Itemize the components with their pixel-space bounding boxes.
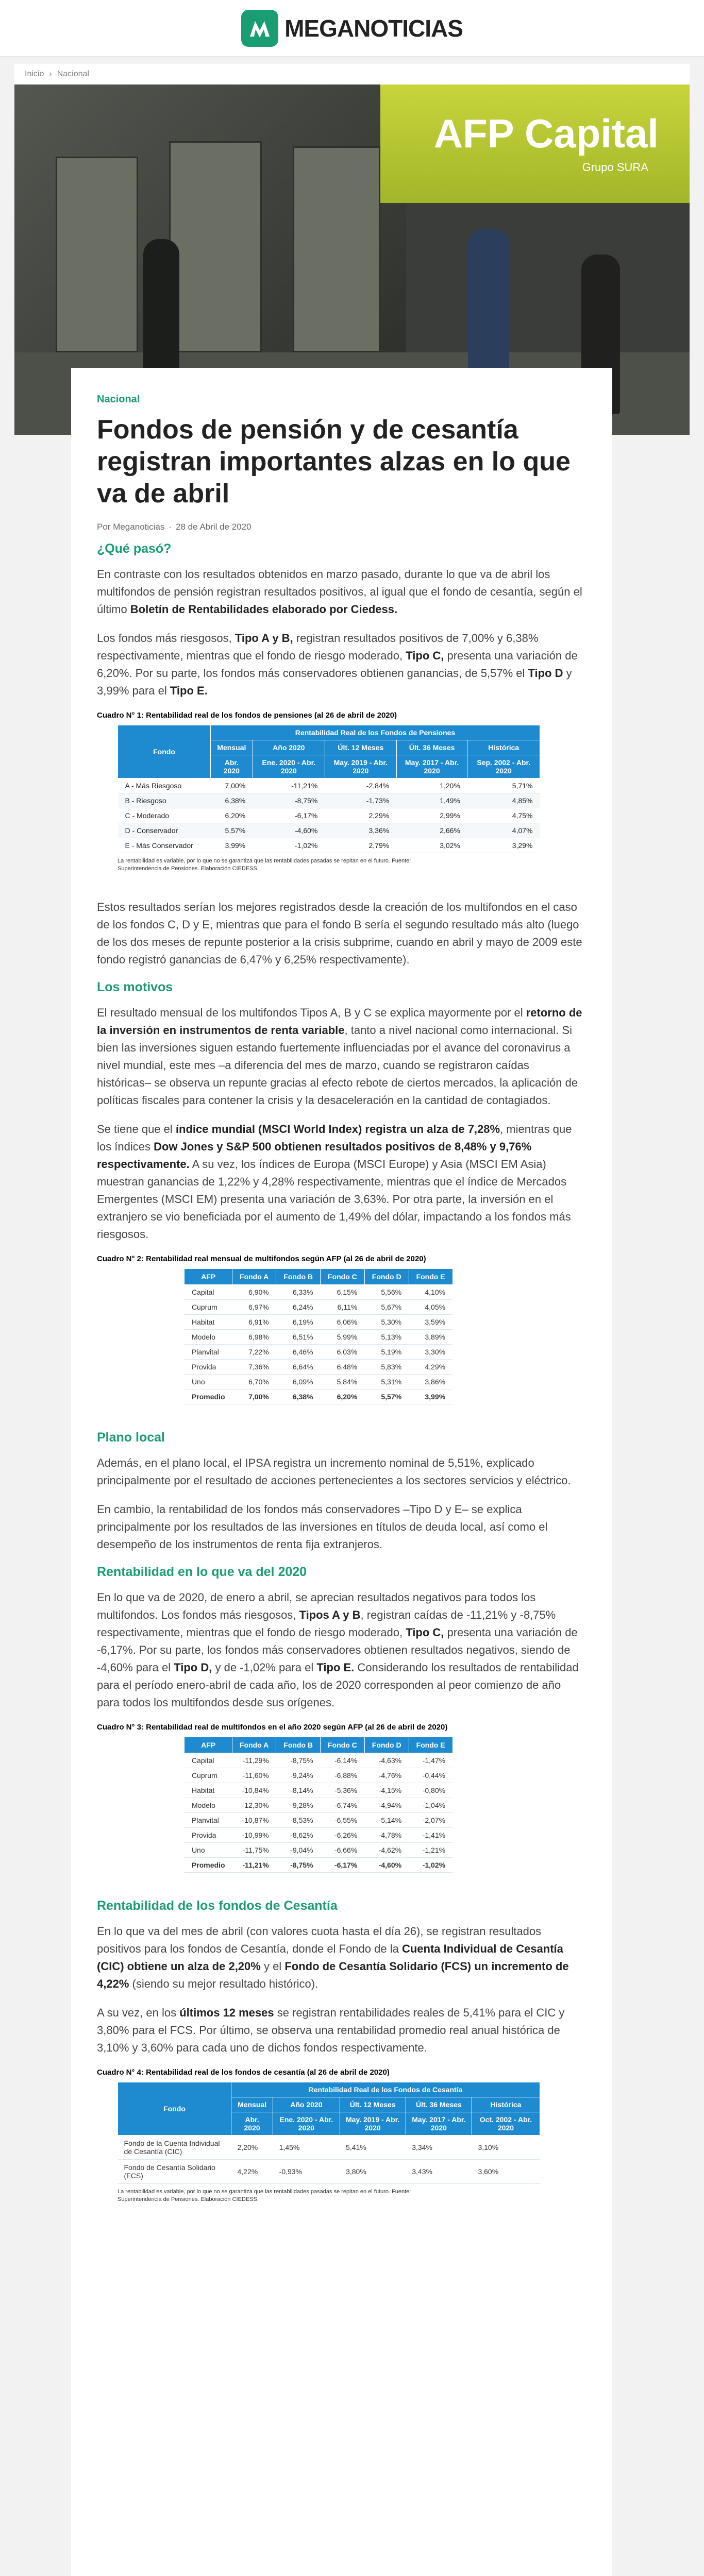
table-cell: 6,48% — [321, 1360, 365, 1375]
table-cell: 6,51% — [276, 1330, 321, 1345]
table-cell: Planvital — [185, 1813, 232, 1828]
table-cell: -6,74% — [321, 1798, 365, 1813]
table-cell: 6,64% — [276, 1360, 321, 1375]
table-row — [185, 1858, 452, 1873]
table-cell: 3,34% — [406, 2136, 472, 2160]
table-cell: 6,20% — [211, 808, 253, 823]
table-multifondos-2020 — [97, 1723, 540, 1873]
table-cell: D - Conservador — [118, 823, 211, 838]
table-cell: A - Más Riesgoso — [118, 778, 211, 793]
table-cell: -6,14% — [321, 1753, 365, 1768]
table-cell: 5,31% — [364, 1375, 409, 1389]
table-cell: Fondo de la Cuenta Individual de Cesantía (CIC) — [118, 2136, 231, 2160]
table-cell: Provida — [185, 1828, 232, 1843]
table-cell: 6,09% — [276, 1375, 321, 1389]
table-cell: Promedio — [185, 1858, 232, 1873]
table-header: Fondo C — [321, 1737, 365, 1753]
table-cell: -8,75% — [276, 1753, 321, 1768]
breadcrumb-home[interactable]: Inicio — [25, 70, 44, 78]
table-cell: Planvital — [185, 1345, 232, 1360]
table-fondos-cesantia — [97, 2068, 540, 2204]
table-header: Fondo B — [276, 1269, 321, 1285]
table-header: Últ. 36 Meses — [406, 2097, 472, 2112]
table-cell: 6,33% — [276, 1285, 321, 1300]
table-cell: 3,60% — [472, 2160, 540, 2184]
table-cell: 4,29% — [409, 1360, 452, 1375]
table-row — [118, 823, 540, 838]
table-cell: -1,21% — [409, 1843, 452, 1858]
table-cell: -9,04% — [276, 1843, 321, 1858]
table-header: Rentabilidad Real de los Fondos de Pensiones — [211, 725, 540, 740]
table-cell: 4,75% — [467, 808, 540, 823]
table-header: May. 2019 - Abr. 2020 — [340, 2112, 406, 2136]
table-cell: 6,11% — [321, 1300, 365, 1315]
breadcrumb — [14, 64, 690, 84]
heading-plano-local: Plano local — [97, 1430, 165, 1445]
table-header: Fondo — [118, 725, 211, 778]
table-row — [118, 778, 540, 793]
paragraph: Los fondos más riesgosos, Tipo A y B, registran resultados positivos de 7,00% y 6,38% respectivamente, mientras que el fondo de riesgo moderado, Tipo C, presenta una variación de 6,20%. Por su parte, los fondos más conservadores obtienen ganancias, de 5,57% el Tipo D y 3,99% para el Tipo E. — [97, 632, 578, 697]
table-cell: 3,30% — [409, 1345, 452, 1360]
table-cell: Modelo — [185, 1798, 232, 1813]
paragraph: En lo que va de 2020, de enero a abril, se aprecian resultados negativos para todos los multifondos. Los fondos más riesgosos, Tipos A y B, registran caídas de -11,21% y -8,75% respectivamente, mientras que el fondo de riesgo moderado, Tipo C, presenta una variación de -6,17%. Por su parte, los fondos más conservadores obtienen resultados negativos, siendo de -4,60% para el Tipo D, y de -1,02% para el Tipo E. Considerando los resultados de rentabilidad para el período enero-abril de cada año, los de 2020 corresponden al peor comienzo de año para todos los multifondos desde sus orígenes. — [97, 1591, 579, 1709]
brand-name: MEGANOTICIAS — [284, 14, 463, 42]
table-cell: Modelo — [185, 1330, 232, 1345]
table-cell: 5,71% — [467, 778, 540, 793]
table-cell: Capital — [185, 1753, 232, 1768]
table-cell: 6,24% — [276, 1300, 321, 1315]
table-cell: 4,85% — [467, 793, 540, 808]
paragraph: En cambio, la rentabilidad de los fondos más conservadores –Tipo D y E– se explica principalmente por los resultados de las inversiones en títulos de deuda local, así como el desempeño de los instrumentos de renta fija extranjeros. — [97, 1503, 548, 1551]
table-cell: -1,47% — [409, 1753, 452, 1768]
table-cell: 3,29% — [467, 838, 540, 853]
heading-cesantia: Rentabilidad de los fondos de Cesantía — [97, 1899, 338, 1913]
table-cell: E - Más Conservador — [118, 838, 211, 853]
table-cell: 7,22% — [232, 1345, 276, 1360]
table-cell: 3,59% — [409, 1315, 452, 1330]
table-cell: -4,60% — [364, 1858, 409, 1873]
article — [71, 368, 612, 2576]
table-cell: Capital — [185, 1285, 232, 1300]
paragraph: En lo que va del mes de abril (con valores cuota hasta el día 26), se registran resultados positivos para los fondos de Cesantía, donde el Fondo de la Cuenta Individual de Cesantía (CIC) obtiene un alza de 2,20% y el Fondo de Cesantía Solidario (FCS) un incremento de 4,22% (siendo su mejor resultado histórico). — [97, 1925, 569, 1990]
table-cell: 5,57% — [211, 823, 253, 838]
table-cell: 5,13% — [364, 1330, 409, 1345]
table-header: Mensual — [231, 2097, 273, 2112]
table-cell: 1,49% — [396, 793, 467, 808]
site-header — [0, 0, 704, 57]
table-cell: -8,75% — [253, 793, 325, 808]
table-cell: -10,99% — [232, 1828, 276, 1843]
table-cell: -6,88% — [321, 1768, 365, 1783]
table-cell: -1,73% — [325, 793, 396, 808]
table-cell: 2,99% — [396, 808, 467, 823]
table-cell: -4,63% — [364, 1753, 409, 1768]
table-multifondos-mensual — [97, 1255, 540, 1404]
paragraph: Además, en el plano local, el IPSA registra un incremento nominal de 5,51%, explicado principalmente por el resultado de acciones pertenecientes a los sectores servicios y eléctrico. — [97, 1456, 571, 1487]
table-cell: 3,36% — [325, 823, 396, 838]
table-cell: -5,36% — [321, 1783, 365, 1798]
table-title: Cuadro N° 1: Rentabilidad real de los fondos de pensiones (al 26 de abril de 2020) — [97, 711, 397, 720]
table-cell: Provida — [185, 1360, 232, 1375]
table-cell: 5,57% — [364, 1389, 409, 1404]
table-cell: -11,29% — [232, 1753, 276, 1768]
table-title: Cuadro N° 4: Rentabilidad real de los fondos de cesantía (al 26 de abril de 2020) — [97, 2068, 390, 2077]
paragraph: Se tiene que el índice mundial (MSCI World Index) registra un alza de 7,28%, mientras que los índices Dow Jones y S&P 500 obtienen resultados positivos de 8,48% y 9,76% respectivamente. A su vez, los índices de Europa (MSCI Europe) y Asia (MSCI EM Asia) muestran ganancias de 1,22% y 4,28% respectivamente, mientras que el índice de Mercados Emergentes (MSCI EM) presenta una variación de 3,63%. Por otra parte, la inversión en el extranjero se vio beneficiada por el aumento de 1,49% del dólar, impactando a los fondos más riesgosos. — [97, 1123, 572, 1241]
hero-door — [169, 141, 262, 352]
table-cell: -2,84% — [325, 778, 396, 793]
table-cell: Uno — [185, 1375, 232, 1389]
table-cell: -6,17% — [253, 808, 325, 823]
table-row — [185, 1285, 452, 1300]
paragraph: A su vez, en los últimos 12 meses se registran rentabilidades reales de 5,41% para el CIC y 3,80% para el FCS. Por último, se observa una rentabilidad promedio real anual histórica de 3,10% y 3,60% para cada uno de dichos fondos respectivamente. — [97, 2006, 565, 2054]
table-cell: Promedio — [185, 1389, 232, 1404]
table-header: Últ. 12 Meses — [340, 2097, 406, 2112]
table-cell: -8,53% — [276, 1813, 321, 1828]
article-author: Por Meganoticias — [97, 522, 165, 532]
table-cell: -0,93% — [273, 2160, 340, 2184]
table-cell: -1,41% — [409, 1828, 452, 1843]
table-header: Ene. 2020 - Abr. 2020 — [273, 2112, 340, 2136]
table-row — [185, 1360, 452, 1375]
table-cell: -10,87% — [232, 1813, 276, 1828]
table-cell: -2,07% — [409, 1813, 452, 1828]
table-cell: -4,76% — [364, 1768, 409, 1783]
table-cell: Habitat — [185, 1783, 232, 1798]
table-cell: Fondo de Cesantía Solidario (FCS) — [118, 2160, 231, 2184]
table-row — [185, 1753, 452, 1768]
breadcrumb-separator: › — [49, 70, 52, 78]
table-row — [185, 1813, 452, 1828]
table-row — [118, 838, 540, 853]
table-cell: -4,60% — [253, 823, 325, 838]
table-cell: -0,80% — [409, 1783, 452, 1798]
table-cell: 1,20% — [396, 778, 467, 793]
table-cell: 3,10% — [472, 2136, 540, 2160]
table-cell: 6,91% — [232, 1315, 276, 1330]
article-date: 28 de Abril de 2020 — [176, 522, 252, 532]
table-cell: -11,60% — [232, 1768, 276, 1783]
table-cell: 6,03% — [321, 1345, 365, 1360]
table-header: AFP — [185, 1737, 232, 1753]
table-row — [118, 2160, 540, 2184]
table-cell: 3,43% — [406, 2160, 472, 2184]
table-cell: -11,21% — [253, 778, 325, 793]
table-cell: -11,21% — [232, 1858, 276, 1873]
table-header: Fondo E — [409, 1269, 452, 1285]
table-cell: 3,86% — [409, 1375, 452, 1389]
table-cell: -0,44% — [409, 1768, 452, 1783]
table-cell: 5,30% — [364, 1315, 409, 1330]
table-cell: 5,41% — [340, 2136, 406, 2160]
table-cell: 3,89% — [409, 1330, 452, 1345]
table-header: Últ. 12 Meses — [325, 740, 396, 755]
table-header: Fondo A — [232, 1269, 276, 1285]
table-header: Histórica — [467, 740, 540, 755]
table-header: Fondo — [118, 2082, 231, 2136]
table-header: AFP — [185, 1269, 232, 1285]
table-row — [185, 1798, 452, 1813]
table-cell: 7,00% — [232, 1389, 276, 1404]
table-header: Fondo C — [321, 1269, 365, 1285]
table-row — [185, 1843, 452, 1858]
table-cell: Cuprum — [185, 1300, 232, 1315]
heading-rentabilidad-2020: Rentabilidad en lo que va del 2020 — [97, 1565, 307, 1579]
table-row — [185, 1389, 452, 1404]
table-cell: 2,79% — [325, 838, 396, 853]
table-header: May. 2017 - Abr. 2020 — [406, 2112, 472, 2136]
table-cell: -5,14% — [364, 1813, 409, 1828]
site-logo[interactable] — [241, 10, 463, 47]
table-cell: Cuprum — [185, 1768, 232, 1783]
table-cell: 6,97% — [232, 1300, 276, 1315]
table-row — [118, 808, 540, 823]
table-header: Año 2020 — [273, 2097, 340, 2112]
table-cell: -9,24% — [276, 1768, 321, 1783]
table-cell: 6,19% — [276, 1315, 321, 1330]
table-row — [185, 1375, 452, 1389]
table-row — [185, 1315, 452, 1330]
table-cell: 6,46% — [276, 1345, 321, 1360]
table-note: La rentabilidad es variable, por lo que no se garantiza que las rentabilidades pasadas se repitan en el futuro. Fuente: Superintendencia de Pensiones. Elaboración CIEDESS. — [118, 858, 411, 872]
table-cell: -8,62% — [276, 1828, 321, 1843]
heading-motivos: Los motivos — [97, 980, 173, 994]
table-cell: -10,84% — [232, 1783, 276, 1798]
table-cell: 4,05% — [409, 1300, 452, 1315]
table-cell: -6,55% — [321, 1813, 365, 1828]
table-title: Cuadro N° 2: Rentabilidad real mensual de multifondos según AFP (al 26 de abril de 2020) — [97, 1255, 426, 1263]
table-cell: -4,94% — [364, 1798, 409, 1813]
table-header: May. 2017 - Abr. 2020 — [396, 755, 467, 778]
table-cell: 6,15% — [321, 1285, 365, 1300]
paragraph: El resultado mensual de los multifondos Tipos A, B y C se explica mayormente por el retorno de la inversión en instrumentos de renta variable, tanto a nivel nacional como internacional. Si bien las inversiones siguen estando fuertemente influenciadas por el avance del coronavirus a nivel mundial, este mes –a diferencia del mes de marzo, cuando se registraron caídas históricas– se observa un repunte gracias al efecto rebote de ciertos mercados, la aplicación de políticas fiscales para contener la crisis y la desaceleración en la cantidad de contagiados. — [97, 1006, 582, 1107]
article-title: Fondos de pensión y de cesantía registran importantes alzas en lo que va de abril — [97, 415, 571, 509]
heading-que-paso: ¿Qué pasó? — [97, 541, 172, 556]
table-header: Fondo E — [409, 1737, 452, 1753]
table-cell: 2,20% — [231, 2136, 273, 2160]
table-cell: -4,78% — [364, 1828, 409, 1843]
table-cell: -1,02% — [253, 838, 325, 853]
table-header: Fondo D — [364, 1269, 409, 1285]
table-header: Últ. 36 Meses — [396, 740, 467, 755]
table-cell: -4,62% — [364, 1843, 409, 1858]
table-cell: 3,80% — [340, 2160, 406, 2184]
table-cell: 6,38% — [211, 793, 253, 808]
table-cell: 6,90% — [232, 1285, 276, 1300]
table-cell: 3,02% — [396, 838, 467, 853]
table-header: May. 2019 - Abr. 2020 — [325, 755, 396, 778]
table-cell: 5,56% — [364, 1285, 409, 1300]
table-cell: -11,75% — [232, 1843, 276, 1858]
table-note: La rentabilidad es variable, por lo que no se garantiza que las rentabilidades pasadas se repitan en el futuro. Fuente: Superintendencia de Pensiones. Elaboración CIEDESS. — [118, 2189, 411, 2202]
data-table — [184, 1268, 452, 1404]
table-cell: 3,99% — [211, 838, 253, 853]
table-cell: -6,17% — [321, 1858, 365, 1873]
table-cell: C - Moderado — [118, 808, 211, 823]
table-cell: 2,29% — [325, 808, 396, 823]
breadcrumb-section[interactable]: Nacional — [57, 70, 89, 78]
table-cell: 6,70% — [232, 1375, 276, 1389]
table-row — [185, 1768, 452, 1783]
table-fondos-pensiones — [97, 711, 540, 873]
table-header: Fondo B — [276, 1737, 321, 1753]
table-cell: 5,83% — [364, 1360, 409, 1375]
table-cell: -8,75% — [276, 1858, 321, 1873]
table-row — [118, 2136, 540, 2160]
table-cell: -6,26% — [321, 1828, 365, 1843]
table-header: Fondo A — [232, 1737, 276, 1753]
table-cell: 1,45% — [273, 2136, 340, 2160]
data-table — [118, 2082, 540, 2184]
table-header: Sep. 2002 - Abr. 2020 — [467, 755, 540, 778]
table-title: Cuadro N° 3: Rentabilidad real de multifondos en el año 2020 según AFP (al 26 de abril de 2020) — [97, 1723, 448, 1732]
paragraph: En contraste con los resultados obtenidos en marzo pasado, durante lo que va de abril los multifondos de pensión registran resultados positivos, al igual que el fondo de cesantía, según el último Boletín de Rentabilidades elaborado por Ciedess. — [97, 568, 582, 616]
table-cell: 5,84% — [321, 1375, 365, 1389]
hero-sign-text: AFP Capital — [433, 111, 659, 156]
table-cell: -12,30% — [232, 1798, 276, 1813]
table-header: Año 2020 — [253, 740, 325, 755]
table-header: Histórica — [472, 2097, 540, 2112]
data-table — [184, 1737, 452, 1873]
table-cell: -9,28% — [276, 1798, 321, 1813]
table-cell: 7,36% — [232, 1360, 276, 1375]
article-meta: Por Meganoticias · 28 de Abril de 2020 — [97, 522, 252, 532]
table-cell: -1,02% — [409, 1858, 452, 1873]
article-section[interactable]: Nacional — [97, 394, 140, 405]
hero-door — [293, 146, 380, 352]
table-row — [185, 1828, 452, 1843]
hero-door — [56, 157, 138, 352]
table-cell: 6,38% — [276, 1389, 321, 1404]
table-header: Rentabilidad Real de los Fondos de Cesantía — [231, 2082, 540, 2097]
table-cell: 5,99% — [321, 1330, 365, 1345]
table-cell: 5,19% — [364, 1345, 409, 1360]
table-row — [185, 1300, 452, 1315]
logo-icon — [241, 10, 278, 47]
table-cell: Uno — [185, 1843, 232, 1858]
paragraph: Estos resultados serían los mejores registrados desde la creación de los multifondos en el caso de los fondos C, D y E, mientras que para el fondo B sería el segundo resultado más alto (luego de los dos meses de repunte posterior a la crisis subprime, cuando en abril y mayo de 2009 este fondo registró ganancias de 6,47% y 6,25% respectivamente). — [97, 901, 582, 966]
table-cell: 6,98% — [232, 1330, 276, 1345]
table-cell: -6,66% — [321, 1843, 365, 1858]
table-row — [185, 1345, 452, 1360]
hero-sign-sub: Grupo SURA — [582, 161, 648, 174]
table-cell: 5,67% — [364, 1300, 409, 1315]
table-cell: 7,00% — [211, 778, 253, 793]
table-row — [185, 1330, 452, 1345]
table-row — [185, 1783, 452, 1798]
table-header: Fondo D — [364, 1737, 409, 1753]
table-cell: -8,14% — [276, 1783, 321, 1798]
table-cell: -4,15% — [364, 1783, 409, 1798]
table-header: Abr. 2020 — [231, 2112, 273, 2136]
table-cell: B - Riesgoso — [118, 793, 211, 808]
table-cell: 6,06% — [321, 1315, 365, 1330]
table-cell: 6,20% — [321, 1389, 365, 1404]
table-cell: 4,22% — [231, 2160, 273, 2184]
table-cell: 4,07% — [467, 823, 540, 838]
table-header: Oct. 2002 - Abr. 2020 — [472, 2112, 540, 2136]
data-table — [118, 725, 540, 853]
table-header: Abr. 2020 — [211, 755, 253, 778]
table-cell: -1,04% — [409, 1798, 452, 1813]
table-header: Ene. 2020 - Abr. 2020 — [253, 755, 325, 778]
table-cell: 2,66% — [396, 823, 467, 838]
table-cell: 3,99% — [409, 1389, 452, 1404]
table-cell: 4,10% — [409, 1285, 452, 1300]
table-cell: Habitat — [185, 1315, 232, 1330]
table-row — [118, 793, 540, 808]
table-header: Mensual — [211, 740, 253, 755]
